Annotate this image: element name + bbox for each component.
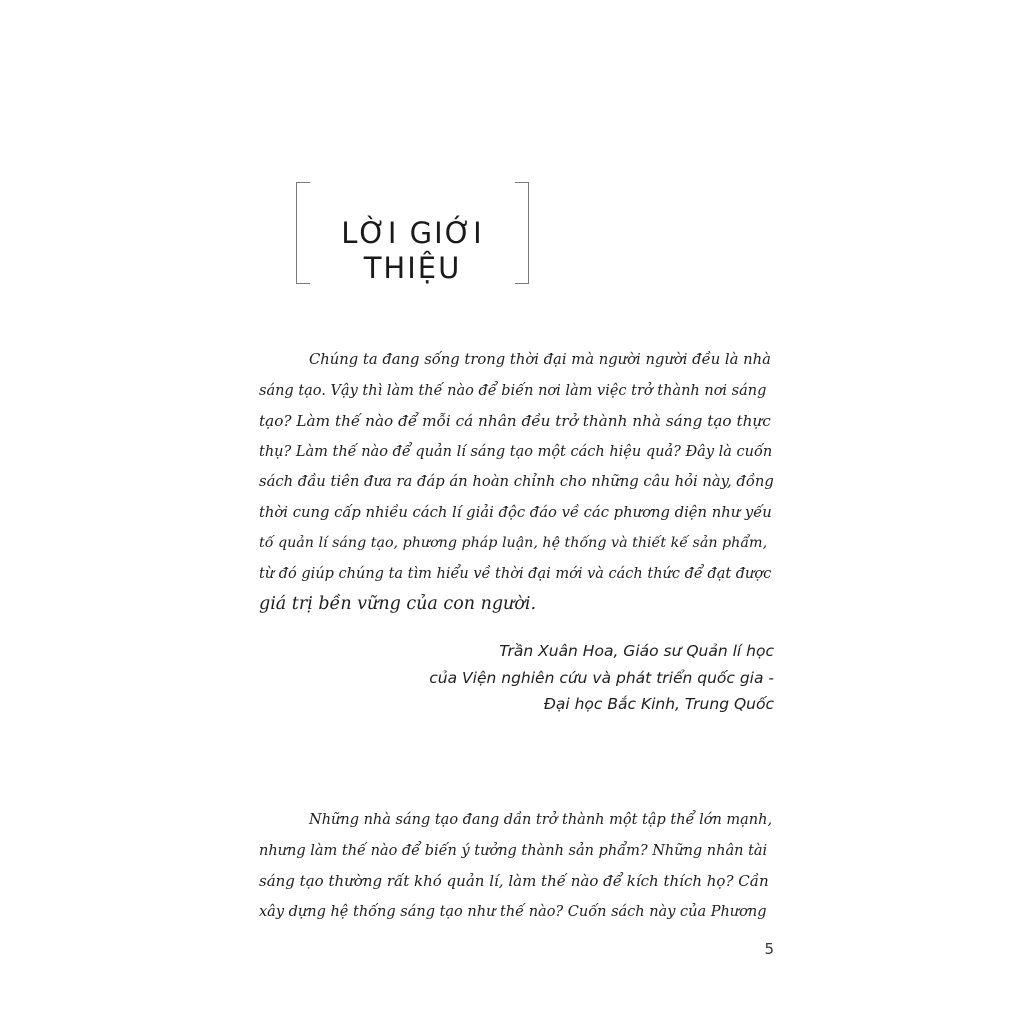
text-line: tạo? Làm thế nào để mỗi cá nhân đều trở thành nhà sáng tạo thực	[259, 412, 771, 430]
text-line: sáng tạo. Vậy thì làm thế nào để biến nơi làm việc trở thành nơi sáng	[259, 382, 767, 399]
text-line: tố quản lí sáng tạo, phương pháp luận, hệ thống và thiết kế sản phẩm,	[259, 535, 768, 551]
text-line: nhưng làm thế nào để biến ý tưởng thành sản phẩm? Những nhân tài	[259, 842, 768, 859]
text-line: Chúng ta đang sống trong thời đại mà người người đều là nhà	[309, 351, 771, 368]
text-line: thời cung cấp nhiều cách lí giải độc đáo về các phương diện như yếu	[259, 503, 772, 521]
text-line: Những nhà sáng tạo đang dần trở thành một tập thể lớn mạnh,	[309, 812, 773, 828]
text-line: sáng tạo thường rất khó quản lí, làm thế nào để kích thích họ? Cần	[259, 872, 769, 890]
text-line: xây dựng hệ thống sáng tạo như thế nào? Cuốn sách này của Phương	[259, 903, 767, 920]
page-title: LỜI GIỚI THIỆU	[341, 216, 484, 285]
attribution-line: Trần Xuân Hoa, Giáo sư Quản lí học	[499, 642, 774, 660]
text-line: thụ? Làm thế nào để quản lí sáng tạo một cách hiệu quả? Đây là cuốn	[259, 443, 773, 460]
text-line: từ đó giúp chúng ta tìm hiểu về thời đại mới và cách thức để đạt được	[259, 565, 772, 582]
paragraph-2	[259, 805, 774, 927]
attribution	[429, 638, 774, 718]
text-line: sách đầu tiên đưa ra đáp án hoàn chỉnh cho những câu hỏi này, đồng	[259, 473, 774, 490]
paragraph-1	[259, 345, 774, 620]
page-number: 5	[764, 940, 774, 958]
title-frame	[296, 182, 529, 284]
attribution-line: Đại học Bắc Kinh, Trung Quốc	[543, 695, 774, 713]
text-line: giá trị bền vững của con người.	[259, 594, 537, 614]
attribution-line: của Viện nghiên cứu và phát triển quốc gia -	[429, 668, 774, 687]
